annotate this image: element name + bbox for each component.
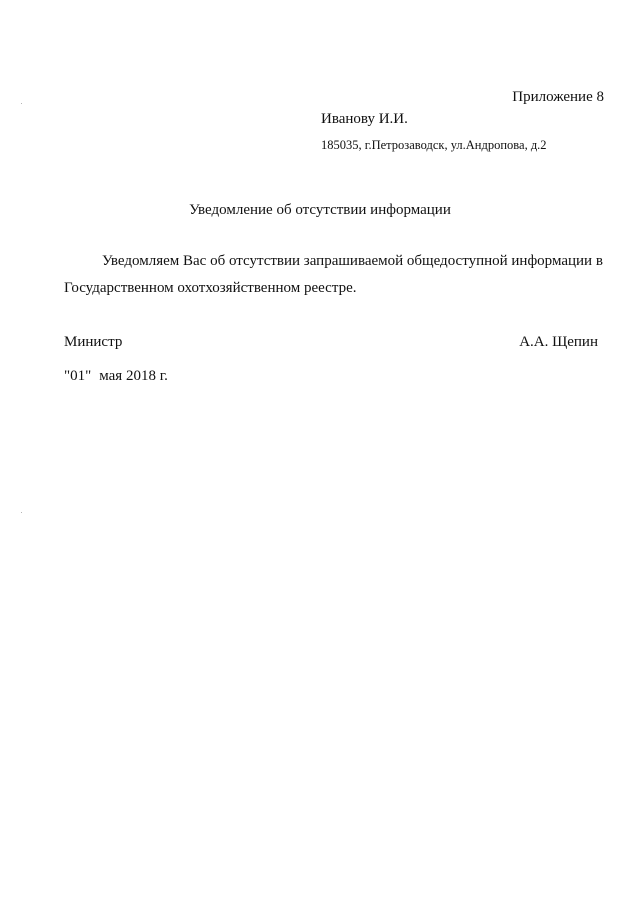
recipient-address: 185035, г.Петрозаводск, ул.Андропова, д.2 (321, 138, 547, 152)
body-text-line-1: Уведомляем Вас об отсутствии запрашиваемой общедоступной информации в (102, 253, 603, 269)
scan-mark (21, 103, 22, 104)
recipient-name: Иванову И.И. (321, 111, 408, 127)
date-month-year: мая 2018 г. (99, 368, 168, 384)
scan-mark (21, 512, 22, 513)
date-day: "01" (64, 368, 92, 384)
document-date (64, 369, 168, 384)
signer-position: Министр (64, 334, 123, 350)
document-title: Уведомление об отсутствии информации (189, 202, 451, 218)
appendix-label: Приложение 8 (512, 89, 604, 105)
signer-name: А.А. Щепин (519, 334, 598, 350)
body-text-line-2: Государственном охотхозяйственном реестре. (64, 280, 357, 296)
